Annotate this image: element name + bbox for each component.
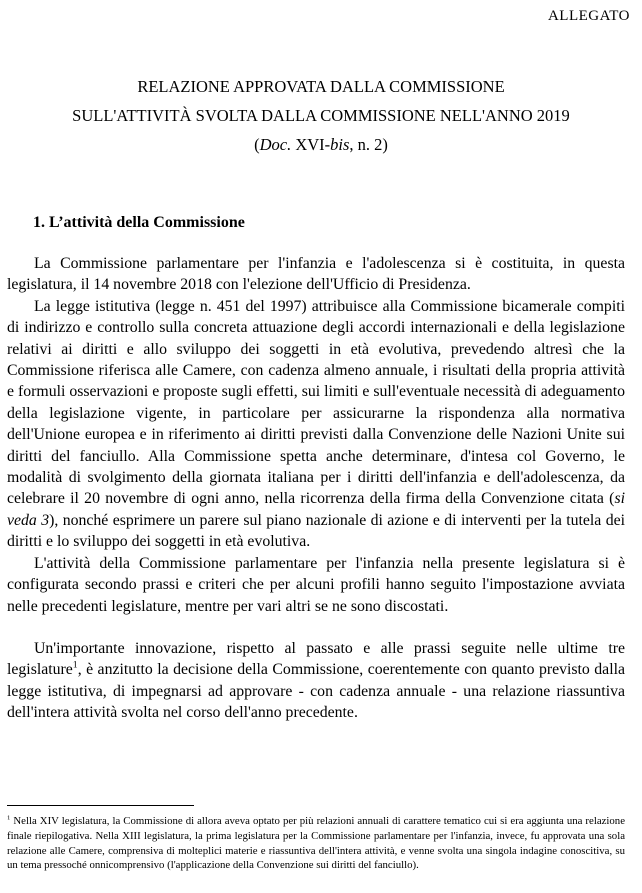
document-title — [0, 72, 642, 159]
title-line-1: RELAZIONE APPROVATA DALLA COMMISSIONE — [137, 77, 505, 96]
paragraph-2-reference: si veda 3 — [7, 490, 625, 529]
doc-reference-bis: bis — [330, 135, 350, 154]
doc-reference-doc: Doc. — [259, 135, 292, 154]
footnote-marker[interactable]: 1 — [72, 660, 78, 672]
paragraph-2-text-a: La legge istitutiva (legge n. 451 del 1997) attribuisce alla Commissione bicamerale compiti di indirizzo e controllo sulla concreta attuazione degli accordi internazionali e della legislazione relativi ai diritti e allo sviluppo dei soggetti in età evolutiva, prevedendo altresì che la Commissione riferisca alle Camere, con cadenza almeno annuale, i risultati della propria attività e formuli osservazioni e proposte sugli effetti, sui limiti e sull'eventuale necessità di adeguamento della legislazione vigente, in particolare per assicurarne la rispondenza alla normativa dell'Unione europea e in riferimento ai diritti previsti dalla Convenzione delle Nazioni Unite sui diritti del fanciullo. Alla Commissione spetta anche determinare, d'intesa col Governo, le modalità di svolgimento della giornata italiana per i diritti dell'infanzia e dell'adolescenza, da celebrare il 20 novembre di ogni anno, nella ricorrenza della firma della Convenzione citata ( — [7, 297, 625, 508]
paragraph-4 — [7, 638, 625, 724]
footnote-divider — [7, 805, 194, 806]
doc-reference-open: ( — [254, 135, 260, 154]
section-heading: 1. L’attività della Commissione — [33, 214, 245, 231]
footnote-text: Nella XIV legislatura, la Commissione di allora aveva optato per più relazioni annuali di carattere tematico cui si era aggiunta una relazione finale riepilogativa. Nella XIII legislatura, la prima legislatura per la Commissione parlamentare per l'infanzia, invece, fu approvata una sola relazione alle Camere, comprensiva di molteplici materie e riassuntiva dell'intera attività, e venne svolta una singola indagine conoscitiva, su un tema pressoché onnicomprensivo (l'applicazione della Convenzione sui diritti del fanciullo). — [7, 815, 625, 872]
paragraph-2-text-b: ), nonché esprimere un parere sul piano nazionale di azione e di interventi per la tutela dei diritti e lo sviluppo dei soggetti in età evolutiva. — [7, 511, 625, 551]
allegato-label: ALLEGATO — [547, 8, 630, 24]
paragraph-2 — [7, 296, 625, 553]
paragraph-4-text-b: , è anzitutto la decisione della Commissione, coerentemente con quanto previsto dalla legge istitutiva, di impegnarsi ad approvare - con cadenza annuale - una relazione riassuntiva dell'intera attività svolta nel corso dell'anno precedente. — [7, 661, 625, 722]
paragraph-4-text-a: Un'importante innovazione, rispetto al passato e alle prassi seguite nelle ultime tre legislature — [7, 639, 625, 679]
footnote-number: 1 — [7, 814, 11, 822]
body-text — [7, 253, 625, 724]
footnote — [7, 814, 625, 873]
doc-reference-close: , n. 2) — [349, 135, 388, 154]
doc-reference — [0, 130, 642, 159]
title-line-2: SULL'ATTIVITÀ SVOLTA DALLA COMMISSIONE NELL'ANNO 2019 — [72, 106, 570, 125]
doc-reference-number: XVI- — [291, 135, 331, 154]
paragraph-3: L'attività della Commissione parlamentare per l'infanzia nella presente legislatura si è configurata secondo prassi e criteri che per alcuni profili hanno seguito l'impostazione avviata nelle precedenti legislature, mentre per vari altri se ne sono discostati. — [7, 554, 625, 615]
paragraph-1: La Commissione parlamentare per l'infanzia e l'adolescenza si è costituita, in questa legislatura, il 14 novembre 2018 con l'elezione dell'Ufficio di Presidenza. — [7, 255, 625, 294]
